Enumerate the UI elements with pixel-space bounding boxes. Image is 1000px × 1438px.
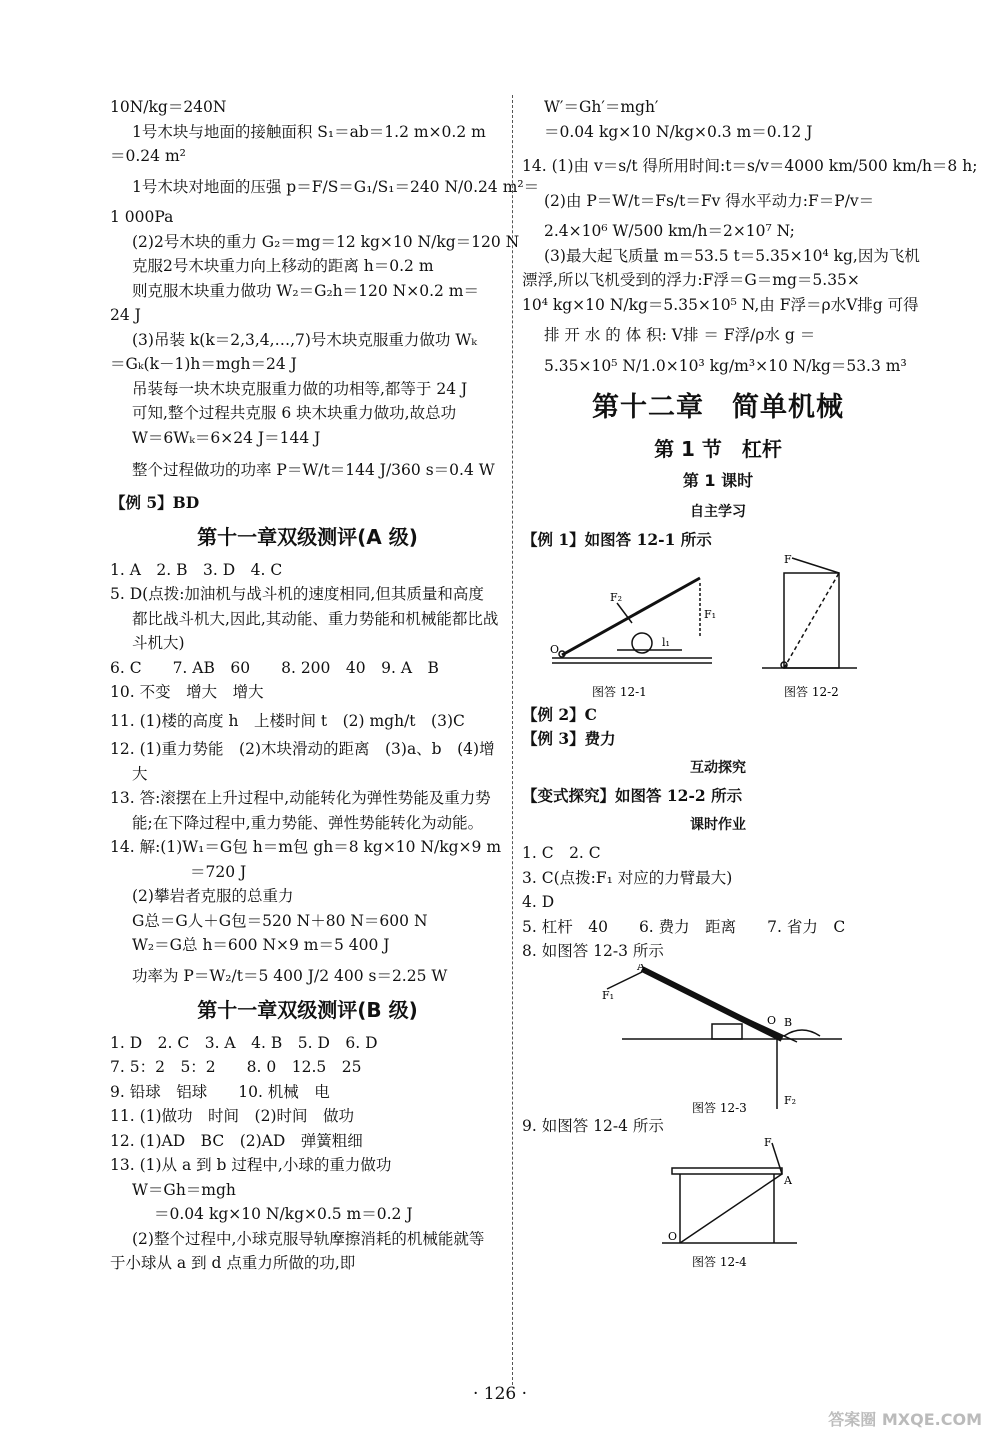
text-line: (2)2号木块的重力 G₂＝mg＝12 kg×10 N/kg＝120 N	[132, 232, 520, 251]
label-f2: F₂	[784, 1093, 797, 1107]
force-f-arrow	[792, 558, 839, 573]
section-title-b: 第十一章双级测评(B 级)	[197, 998, 418, 1022]
caption-12-2: 图答 12-2	[784, 684, 839, 699]
label-f2: F₂	[610, 590, 623, 604]
text-line: W＝Gh＝mgh	[132, 1180, 236, 1199]
text-line: 于小球从 a 到 d 点重力所做的功,即	[110, 1254, 356, 1272]
arm-line	[680, 1174, 782, 1243]
text-line: 5. D(点拨:加油机与战斗机的速度相同,但其质量和高度	[110, 585, 484, 603]
text-line: 3. C(点拨:F₁ 对应的力臂最大)	[522, 868, 733, 887]
text-line: 1号木块与地面的接触面积 S₁＝ab＝1.2 m×0.2 m	[132, 122, 486, 141]
example-label: 【例 5】BD	[110, 492, 200, 512]
text-line: ＝720 J	[190, 862, 247, 881]
text-line: 14. (1)由 v＝s/t 得所用时间:t＝s/v＝4000 km/500 km/h＝8 h;	[522, 157, 978, 175]
label-a: A	[784, 1174, 792, 1187]
text-line: W＝6Wₖ＝6×24 J＝144 J	[132, 428, 321, 447]
label-f1: F₁	[602, 988, 615, 1002]
figure-12-1-12-2	[522, 553, 914, 703]
text-line: ＝0.24 m²	[110, 147, 186, 165]
text-line: 1. A 2. B 3. D 4. C	[110, 560, 283, 579]
label-l1: l₁	[662, 635, 670, 649]
text-line: 排 开 水 的 体 积: V排 ＝ F浮/ρ水 g ＝	[544, 326, 816, 344]
text-line: ＝Gₖ(k－1)h＝mgh＝24 J	[110, 355, 297, 373]
caption-12-1: 图答 12-1	[592, 684, 647, 699]
text-line: 10. 不变 增大 增大	[110, 683, 264, 701]
text-line: 4. D	[522, 893, 555, 911]
text-line: 大	[132, 764, 148, 783]
force-f-arrow	[772, 1143, 782, 1174]
label-f: F	[784, 552, 792, 566]
text-line: 则克服木块重力做功 W₂＝G₂h＝120 N×0.2 m＝	[132, 281, 479, 300]
text-line: 可知,整个过程共克服 6 块木块重力做功,故总功	[132, 404, 457, 422]
text-line: 吊装每一块木块克服重力做的功相等,都等于 24 J	[132, 379, 468, 398]
screwdriver-diagram	[522, 964, 914, 1114]
text-line: 5. 杠杆 40 6. 费力 距离 7. 省力 C	[522, 917, 846, 936]
section-title-a: 第十一章双级测评(A 级)	[197, 525, 418, 549]
lever-diagrams	[522, 553, 914, 703]
screwdriver-shaft	[682, 989, 797, 1042]
column-divider	[512, 95, 513, 1385]
text-line: 14. 解:(1)W₁＝G包 h＝m包 gh＝8 kg×10 N/kg×9 m	[110, 838, 502, 856]
text-line: ＝0.04 kg×10 N/kg×0.3 m＝0.12 J	[544, 122, 813, 141]
text-line: W′＝Gh′＝mgh′	[544, 98, 659, 116]
text-line: 能;在下降过程中,重力势能、弹性势能转化为动能。	[132, 813, 484, 832]
text-line: 24 J	[110, 306, 141, 324]
text-line: 10⁴ kg×10 N/kg＝5.35×10⁵ N,由 F浮＝ρ水V排g 可得	[522, 295, 919, 314]
label-f: F	[764, 1138, 772, 1149]
diagonal-dashed	[784, 573, 839, 668]
text-line: G总＝G人＋G包＝520 N＋80 N＝600 N	[132, 911, 428, 930]
label-b: B	[784, 1015, 793, 1029]
text-line: (3)最大起飞质量 m＝53.5 t＝5.35×10⁴ kg,因为飞机	[544, 246, 920, 265]
block-rect	[712, 1024, 742, 1039]
example-label: 【例 1】如图答 12-1 所示	[522, 530, 712, 549]
text-line: 11. (1)楼的高度 h 上楼时间 t (2) mgh/t (3)C	[110, 711, 465, 730]
table-diagram	[522, 1138, 914, 1273]
text-line: 11. (1)做功 时间 (2)时间 做功	[110, 1107, 354, 1125]
subheading: 互动探究	[690, 759, 746, 776]
text-line: 1. C 2. C	[522, 844, 601, 862]
text-line: 9. 如图答 12-4 所示	[522, 1116, 664, 1135]
text-line: 13. 答:滚摆在上升过程中,动能转化为弹性势能及重力势	[110, 789, 491, 807]
chapter-title: 第十二章 简单机械	[592, 392, 844, 423]
caption-12-4: 图答 12-4	[692, 1255, 747, 1269]
force-f1-arrow	[607, 972, 642, 989]
text-line: 克服2号木块重力向上移动的距离 h＝0.2 m	[132, 257, 434, 275]
text-line: 13. (1)从 a 到 b 过程中,小球的重力做功	[110, 1156, 392, 1174]
lesson-title: 第 1 课时	[682, 471, 754, 490]
text-line: 9. 铅球 铝球 10. 机械 电	[110, 1082, 330, 1101]
text-line: 功率为 P＝W₂/t＝5 400 J/2 400 s＝2.25 W	[132, 966, 448, 985]
nail-head	[784, 1030, 820, 1036]
text-line: 斗机大)	[132, 634, 185, 652]
watermark: 答案圈 MXQE.COM	[828, 1410, 982, 1429]
subheading: 自主学习	[690, 503, 746, 520]
text-line: ＝0.04 kg×10 N/kg×0.5 m＝0.2 J	[154, 1205, 413, 1223]
text-line: 7. 5：2 5：2 8. 0 12.5 25	[110, 1058, 362, 1076]
text-line: W₂＝G总 h＝600 N×9 m＝5 400 J	[132, 936, 390, 954]
text-line: 漂浮,所以飞机受到的浮力:F浮＝G＝mg＝5.35×	[522, 271, 860, 289]
label-o: O	[767, 1013, 777, 1027]
text-line: 整个过程做功的功率 P＝W/t＝144 J/360 s＝0.4 W	[132, 461, 495, 479]
text-line: (3)吊装 k(k＝2,3,4,…,7)号木块克服重力做功 Wₖ	[132, 330, 477, 349]
example-label: 【变式探究】如图答 12-2 所示	[522, 786, 743, 805]
label-a: A	[637, 963, 645, 973]
text-line: (2)整个过程中,小球克服导轨摩擦消耗的机械能就等	[132, 1229, 485, 1248]
text-line: 都比战斗机大,因此,其动能、重力势能和机械能都比战	[132, 609, 499, 628]
text-line: 6. C 7. AB 60 8. 200 40 9. A B	[110, 658, 439, 677]
section-title: 第 1 节 杠杆	[654, 436, 782, 461]
label-o: O	[550, 642, 560, 656]
text-line: 1. D 2. C 3. A 4. B 5. D 6. D	[110, 1033, 378, 1052]
table-top	[672, 1168, 782, 1174]
page-number: · 126 ·	[472, 1384, 528, 1404]
text-line: 12. (1)AD BC (2)AD 弹簧粗细	[110, 1131, 363, 1150]
text-line: 5.35×10⁵ N/1.0×10³ kg/m³×10 N/kg＝53.3 m³	[544, 356, 907, 375]
subheading: 课时作业	[690, 816, 746, 833]
example-label: 【例 2】C	[522, 704, 598, 724]
text-line: (2)由 P＝W/t＝Fs/t＝Fv 得水平动力:F＝P/v＝	[544, 191, 875, 210]
right-column	[522, 95, 978, 1273]
text-line: 2.4×10⁶ W/500 km/h＝2×10⁷ N;	[544, 222, 795, 240]
example-label: 【例 3】费力	[522, 729, 616, 748]
text-line: 1号木块对地面的压强 p＝F/S＝G₁/S₁＝240 N/0.24 m²＝	[132, 177, 540, 196]
figure-12-4	[522, 1138, 914, 1273]
caption-12-3: 图答 12-3	[692, 1100, 747, 1114]
label-f1: F₁	[704, 607, 717, 621]
label-o: O	[668, 1230, 678, 1243]
text-line: 1 000Pa	[110, 208, 174, 226]
lever-bar	[562, 578, 700, 655]
text-line: 10N/kg＝240N	[110, 98, 227, 116]
text-line: 8. 如图答 12-3 所示	[522, 942, 664, 960]
figure-12-3	[522, 964, 914, 1114]
text-line: 12. (1)重力势能 (2)木块滑动的距离 (3)a、b (4)增	[110, 740, 495, 758]
text-line: (2)攀岩者克服的总重力	[132, 887, 294, 905]
